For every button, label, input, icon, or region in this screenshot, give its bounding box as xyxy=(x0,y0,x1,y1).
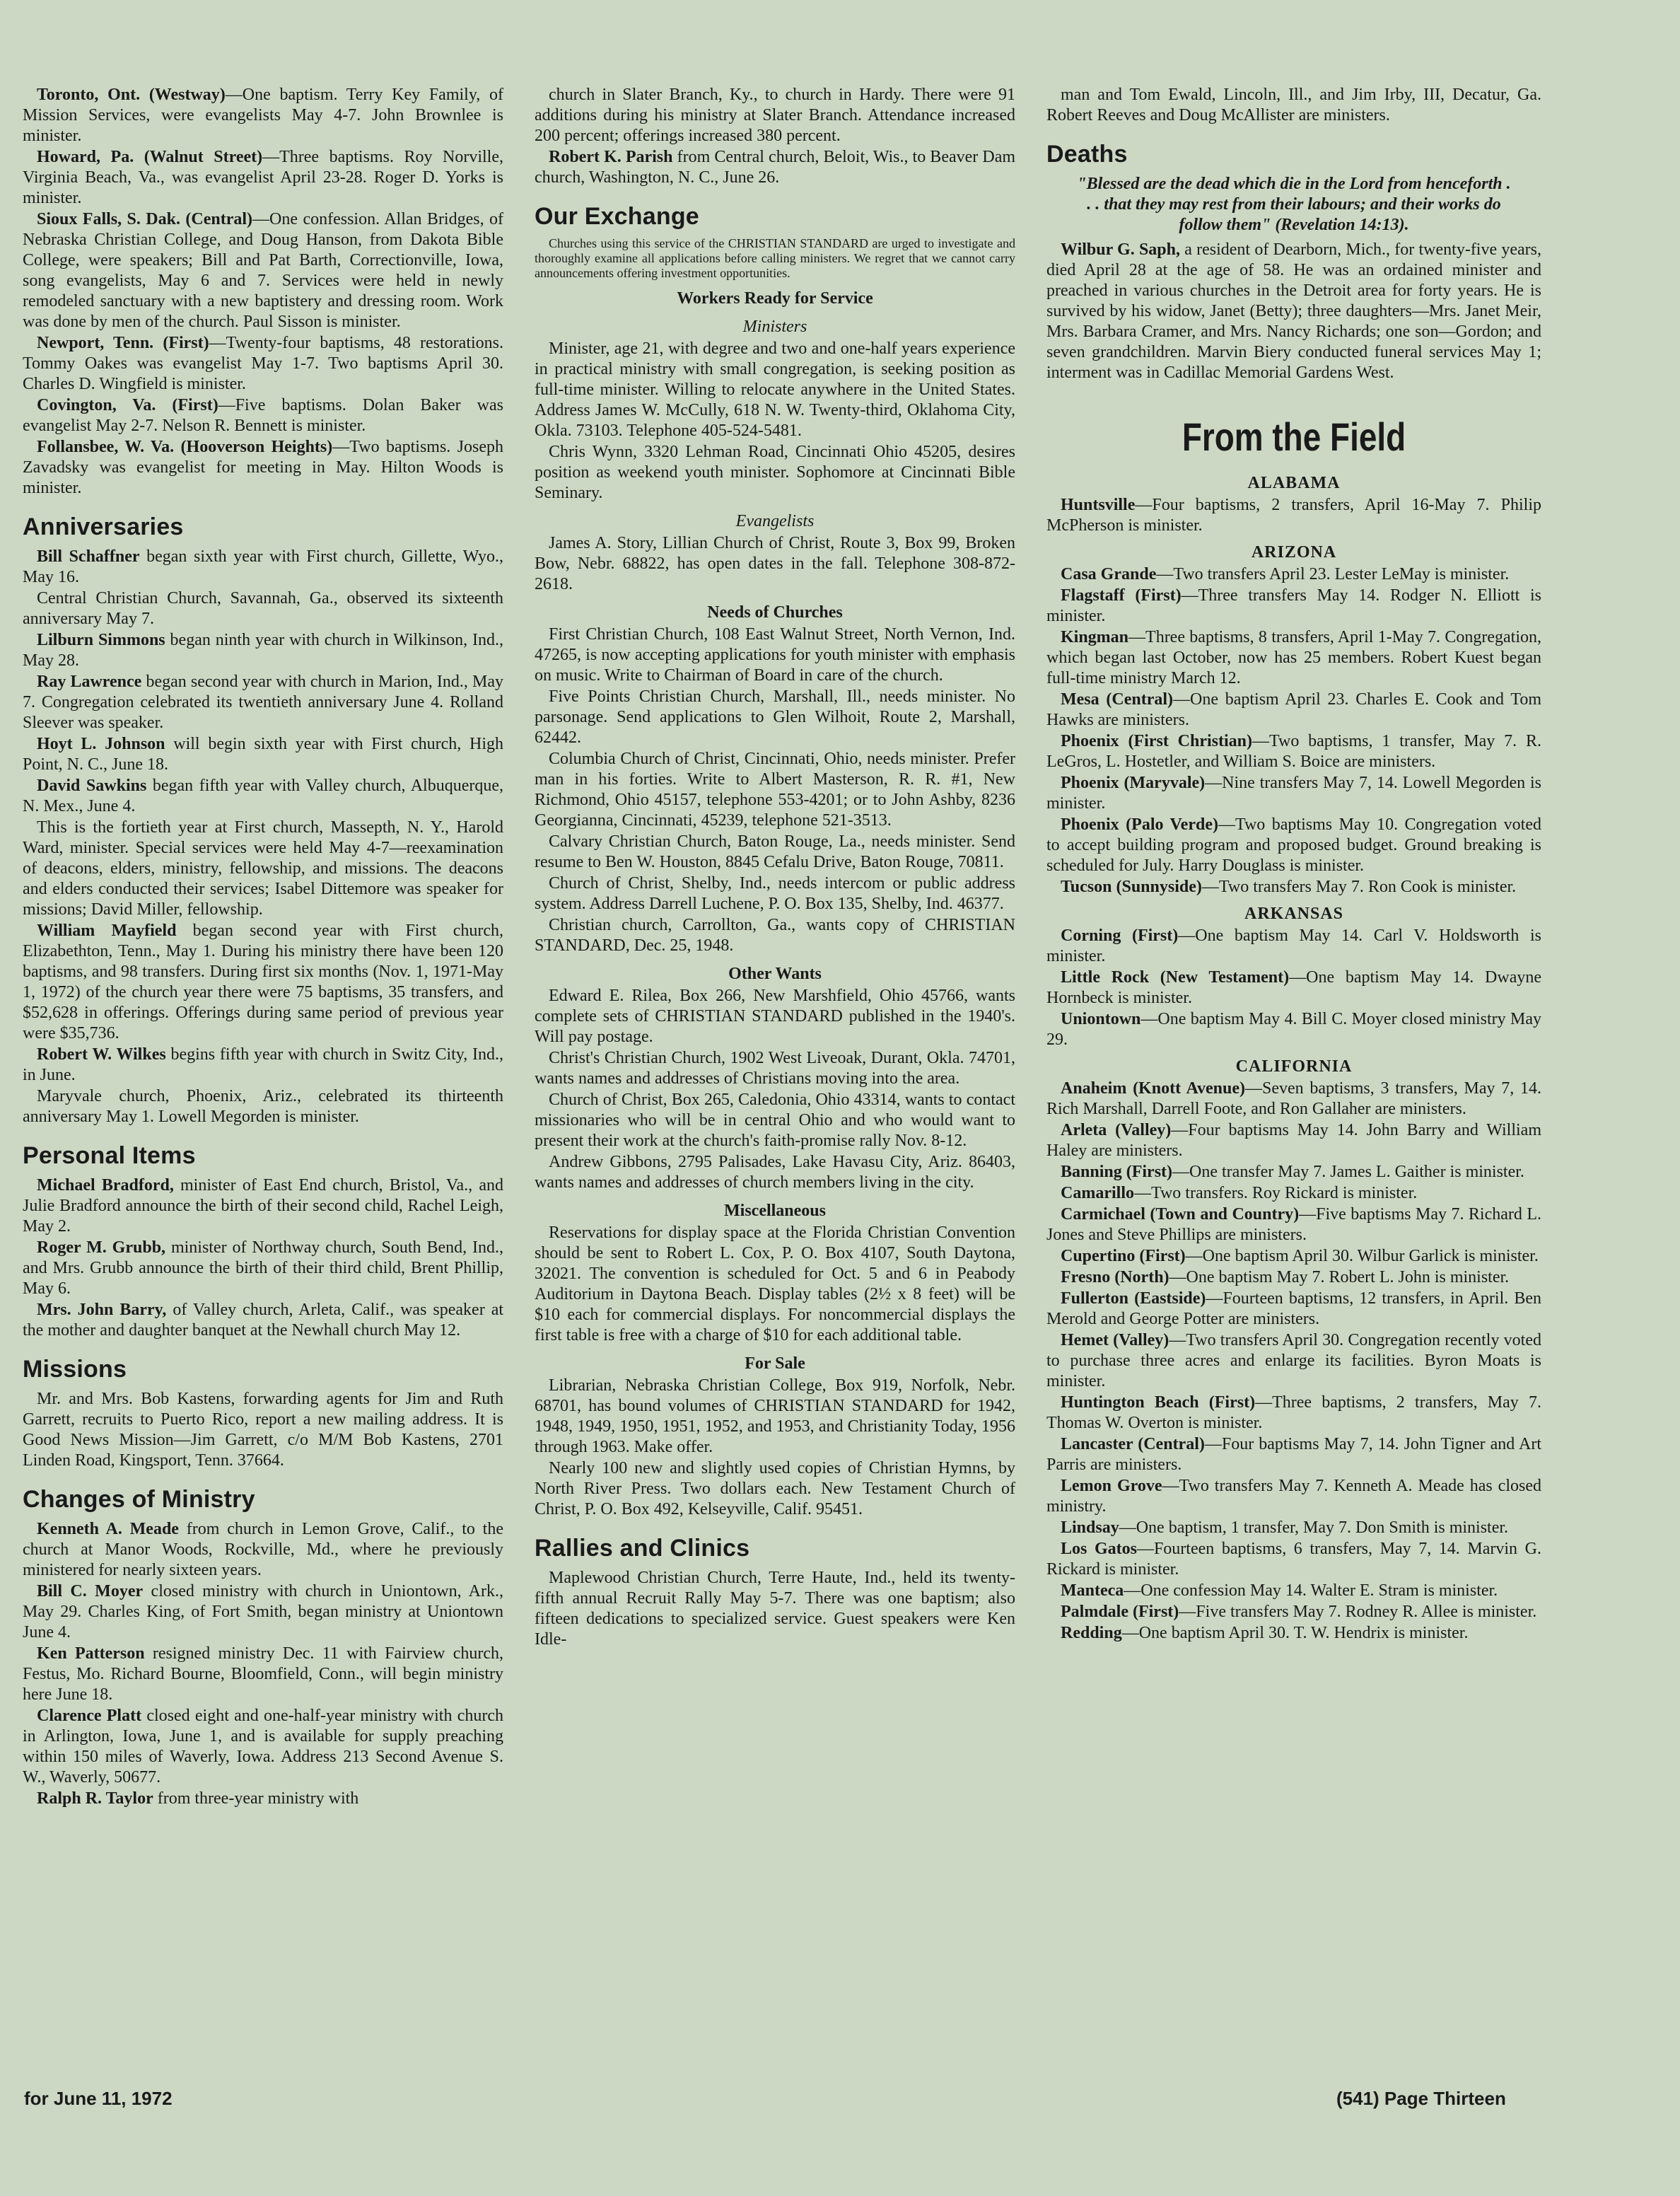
news-item xyxy=(23,395,503,436)
news-item xyxy=(1046,240,1541,383)
news-item xyxy=(1046,815,1541,876)
item-text: —One baptism May 4. Bill C. Moyer closed ministry May 29. xyxy=(1046,1010,1541,1049)
item-lead: William Mayfield xyxy=(37,922,177,940)
item-lead: Lemon Grove xyxy=(1061,1477,1162,1495)
news-item xyxy=(535,1568,1015,1650)
item-text: began sixth year with First church, Gillette, Wyo., May 16. xyxy=(23,547,504,586)
item-text: —Two baptisms May 10. Congregation voted to accept building program and proposed budget. Ground breaking is scheduled for July. Harry Douglass is minister. xyxy=(1046,815,1541,875)
news-item xyxy=(1046,85,1541,126)
news-item xyxy=(535,339,1015,441)
item-lead: Lancaster (Central) xyxy=(1061,1435,1205,1453)
item-lead: Howard, Pa. (Walnut Street) xyxy=(37,148,263,166)
item-lead: Anaheim (Knott Avenue) xyxy=(1061,1079,1246,1098)
item-lead: Wilbur G. Saph, xyxy=(1061,240,1180,259)
item-text: First Christian Church, 108 East Walnut Street, North Vernon, Ind. 47265, is now accepting applications for youth minister with emphasis on music. Write to Chairman of Board in care of the church. xyxy=(535,625,1015,685)
news-item xyxy=(535,1048,1015,1089)
news-item xyxy=(1046,1476,1541,1517)
news-item xyxy=(23,1789,503,1809)
item-text: —Fourteen baptisms, 12 transfers, in April. Ben Merold and George Potter are ministers. xyxy=(1046,1289,1541,1328)
news-item xyxy=(23,588,503,629)
column-middle xyxy=(535,85,1015,1651)
item-text: Edward E. Rilea, Box 266, New Marshfield, Ohio 45766, wants complete sets of CHRISTIAN STANDARD published in the 1940's. Will pay postage. xyxy=(535,987,1015,1046)
item-text: —Three baptisms, 8 transfers, April 1-May 7. Congregation, which began last October, now has 25 members. Robert Kuest began full-time ministry March 12. xyxy=(1046,628,1541,687)
news-item xyxy=(23,209,503,332)
item-text: —Nine transfers May 7, 14. Lowell Megorden is minister. xyxy=(1046,774,1541,813)
item-text: Christian church, Carrollton, Ga., wants copy of CHRISTIAN STANDARD, Dec. 25, 1948. xyxy=(535,916,1015,955)
state-heading: ALABAMA xyxy=(1247,474,1341,492)
item-lead: Kenneth A. Meade xyxy=(37,1520,179,1538)
item-text: —One baptism April 30. Wilbur Garlick is minister. xyxy=(1185,1247,1539,1265)
news-item xyxy=(1046,1246,1541,1267)
item-lead: Follansbee, W. Va. (Hooverson Heights) xyxy=(37,438,333,456)
news-item xyxy=(1046,1539,1541,1580)
news-item xyxy=(1046,1393,1541,1434)
item-text: —One baptism. Terry Key Family, of Mission Services, were evangelists May 4-7. John Brownlee is minister. xyxy=(23,86,503,145)
item-lead: Fresno (North) xyxy=(1061,1268,1169,1286)
item-text: Reservations for display space at the Florida Christian Convention should be sent to Robert L. Cox, P. O. Box 4107, South Daytona, 32021. The convention is scheduled for Oct. 5 and 6 in Peabody Auditorium in Daytona Beach. Display tables (2½ x 8 feet) will be $10 each for commercial displays. For noncommercial displays the first table is free with a charge of $10 for each additional table. xyxy=(535,1224,1015,1344)
item-text: Librarian, Nebraska Christian College, Box 919, Norfolk, Nebr. 68701, has bound volumes of CHRISTIAN STANDARD for 1942, 1948, 1949, 1950, 1951, 1952, and 1953, and Christianity Today, 1956 through 1963. Make offer. xyxy=(535,1376,1015,1456)
news-item xyxy=(23,921,503,1044)
news-item xyxy=(1046,1289,1541,1330)
item-text: began second year with First church, Elizabethton, Tenn., May 1. During his ministry there have been 120 baptisms, and 98 transfers. During first six months (Nov. 1, 1971-May 1, 1972) of the church year there were 75 baptisms, 35 transfers, and $52,628 in offerings. Offerings during same period of previous year were $35,736. xyxy=(23,922,503,1042)
item-lead: Lilburn Simmons xyxy=(37,631,165,649)
item-lead: Little Rock (New Testament) xyxy=(1061,968,1290,987)
news-item xyxy=(1046,495,1541,536)
news-item xyxy=(23,630,503,671)
item-text: —Four baptisms, 2 transfers, April 16-May 7. Philip McPherson is minister. xyxy=(1046,496,1541,535)
item-text: —One baptism May 14. Carl V. Holdsworth is minister. xyxy=(1046,926,1541,965)
item-lead: Mrs. John Barry, xyxy=(37,1301,167,1319)
news-item xyxy=(1046,1079,1541,1120)
item-lead: Tucson (Sunnyside) xyxy=(1061,878,1202,896)
subsection-heading: For Sale xyxy=(745,1354,805,1373)
item-text: began second year with church in Marion, Ind., May 7. Congregation celebrated its twentieth anniversary June 4. Rolland Sleever was speaker. xyxy=(23,673,503,732)
item-text: —Four baptisms May 7, 14. John Tigner and Art Parris are ministers. xyxy=(1046,1435,1541,1474)
news-item xyxy=(23,1519,503,1581)
news-item xyxy=(535,442,1015,504)
item-lead: Flagstaff (First) xyxy=(1061,586,1182,605)
news-item xyxy=(1046,1623,1541,1644)
item-lead: Huntington Beach (First) xyxy=(1061,1393,1256,1412)
news-item xyxy=(1046,586,1541,627)
item-lead: Bill C. Moyer xyxy=(37,1582,144,1600)
item-lead: Michael Bradford, xyxy=(37,1176,174,1195)
news-item xyxy=(535,986,1015,1047)
item-text: a resident of Dearborn, Mich., for twenty-five years, died April 28 at the age of 58. He was an ordained minister and preached in various churches in the Detroit area for forty years. He is survived by his widow, Janet (Betty); three daughters—Mrs. Janet Meir, Mrs. Barbara Cramer, and Mrs. Nancy Richards; one son—Gordon; and seven grandchildren. Marvin Biery conducted funeral services May 1; interment was in Cadillac Memorial Gardens West. xyxy=(1046,240,1541,382)
item-lead: Bill Schaffner xyxy=(37,547,140,566)
news-item xyxy=(23,1086,503,1127)
news-item xyxy=(535,1376,1015,1458)
item-text: church in Slater Branch, Ky., to church in Hardy. There were 91 additions during his ministry at Slater Branch. Attendance increased 200 percent; offerings increased 380 percent. xyxy=(535,86,1015,145)
section-heading: Rallies and Clinics xyxy=(535,1535,750,1562)
item-text: —Twenty-four baptisms, 48 restorations. Tommy Oakes was evangelist May 1-7. Two baptisms April 30. Charles D. Wingfield is minister. xyxy=(23,334,503,393)
item-text: —Two baptisms, 1 transfer, May 7. R. LeGros, L. Hostetler, and William S. Boice are ministers. xyxy=(1046,732,1541,771)
item-text: Christ's Christian Church, 1902 West Liveoak, Durant, Okla. 74701, wants names and addresses of Christians moving into the area. xyxy=(535,1049,1015,1088)
item-lead: Hemet (Valley) xyxy=(1061,1331,1169,1349)
news-item xyxy=(23,1300,503,1341)
news-item xyxy=(23,818,503,920)
item-text: —Two baptisms. Joseph Zavadsky was evangelist for meeting in May. Hilton Woods is minister. xyxy=(23,438,503,497)
scripture-quote: "Blessed are the dead which die in the Lord from henceforth . . . that they may rest from their labours; and their works do follow them" (Revelation 14:13). xyxy=(1077,175,1511,234)
news-item xyxy=(1046,1267,1541,1288)
news-item xyxy=(1046,1183,1541,1204)
item-lead: David Sawkins xyxy=(37,777,147,795)
item-lead: Uniontown xyxy=(1061,1010,1141,1028)
news-item xyxy=(1046,1120,1541,1161)
footer-date: for June 11, 1972 xyxy=(24,2088,173,2109)
news-item xyxy=(1046,1518,1541,1538)
item-text: —One baptism May 14. Dwayne Hornbeck is minister. xyxy=(1046,968,1541,1007)
item-text: —Five baptisms May 7. Richard L. Jones and Steve Phillips are ministers. xyxy=(1046,1205,1541,1244)
item-text: —One baptism April 23. Charles E. Cook and Tom Hawks are ministers. xyxy=(1046,690,1542,729)
news-item xyxy=(1046,627,1541,689)
item-lead: Robert K. Parish xyxy=(549,148,673,166)
item-text: —One confession May 14. Walter E. Stram is minister. xyxy=(1124,1581,1498,1600)
item-text: —Three transfers May 14. Rodger N. Elliott is minister. xyxy=(1046,586,1541,625)
item-text: This is the fortieth year at First church, Massepth, N. Y., Harold Ward, minister. Special services were held May 4-7—reexamination of deacons, elders, ministry, fellowship, and missions. The deacons and elders conducted their services; Isabel Dittemore was speaker for missions; David Miller, fellowship. xyxy=(23,818,503,919)
news-item xyxy=(23,547,503,588)
news-item xyxy=(1046,877,1541,897)
item-text: —One baptism, 1 transfer, May 7. Don Smith is minister. xyxy=(1119,1518,1509,1537)
item-text: closed ministry with church in Uniontown, Ark., May 29. Charles King, of Fort Smith, began ministry at Uniontown June 4. xyxy=(23,1582,503,1642)
column-right xyxy=(1046,85,1541,1644)
item-lead: Ken Patterson xyxy=(37,1644,145,1663)
subsection-heading: Miscellaneous xyxy=(724,1202,826,1220)
item-lead: Clarence Platt xyxy=(37,1707,142,1725)
news-item xyxy=(1046,1204,1541,1245)
item-text: Maplewood Christian Church, Terre Haute, Ind., held its twenty-fifth annual Recruit Rally May 5-7. There was one baptism; also fifteen dedications to specialized service. Guest speakers were Ken Idle- xyxy=(535,1569,1015,1649)
item-text: closed eight and one-half-year ministry with church in Arlington, Iowa, June 1, and is available for supply preaching within 150 miles of Waverly, Iowa. Address 213 Second Avenue S. W., Waverly, 50677. xyxy=(23,1707,503,1787)
news-item xyxy=(1046,1581,1541,1601)
item-text: —Two transfers. Roy Rickard is minister. xyxy=(1133,1184,1418,1202)
subsection-heading: Needs of Churches xyxy=(707,603,843,622)
news-item xyxy=(535,832,1015,873)
state-heading: ARKANSAS xyxy=(1244,905,1344,923)
news-item xyxy=(535,749,1015,831)
item-lead: Fullerton (Eastside) xyxy=(1061,1289,1206,1308)
item-text: minister of East End church, Bristol, Va., and Julie Bradford announce the birth of their second child, Rachel Leigh, May 2. xyxy=(23,1176,503,1236)
item-lead: Ray Lawrence xyxy=(37,673,142,691)
item-text: Five Points Christian Church, Marshall, Ill., needs minister. No parsonage. Send applications to Glen Wilhoit, Route 2, Marshall, 62442. xyxy=(535,687,1015,747)
item-text: Andrew Gibbons, 2795 Palisades, Lake Havasu City, Ariz. 86403, wants names and addresses of church members living in the city. xyxy=(535,1153,1015,1192)
section-heading: Our Exchange xyxy=(535,203,699,230)
item-lead: Mesa (Central) xyxy=(1061,690,1174,709)
item-text: from church in Lemon Grove, Calif., to the church at Manor Woods, Rockville, Md., where he previously ministered for nearly sixteen years. xyxy=(23,1520,503,1579)
news-item xyxy=(23,1644,503,1705)
exchange-notice: Churches using this service of the CHRISTIAN STANDARD are urged to investigate and thoroughly examine all applications before calling ministers. We regret that we cannot carry announcements offering investment opportunities. xyxy=(535,236,1015,280)
news-item xyxy=(23,1706,503,1788)
item-lead: Phoenix (First Christian) xyxy=(1061,732,1252,750)
news-item xyxy=(1046,926,1541,967)
item-text: Chris Wynn, 3320 Lehman Road, Cincinnati Ohio 45205, desires position as weekend youth minister. Sophomore at Cincinnati Bible Seminary. xyxy=(535,443,1015,502)
item-text: Central Christian Church, Savannah, Ga., observed its sixteenth anniversary May 7. xyxy=(23,589,503,628)
news-item xyxy=(1046,731,1541,772)
item-text: man and Tom Ewald, Lincoln, Ill., and Jim Irby, III, Decatur, Ga. Robert Reeves and Doug McAllister are ministers. xyxy=(1046,86,1541,124)
item-text: —Fourteen baptisms, 6 transfers, May 7, 14. Marvin G. Rickard is minister. xyxy=(1046,1540,1541,1579)
news-item xyxy=(23,147,503,209)
news-item xyxy=(1046,1434,1541,1475)
item-lead: Toronto, Ont. (Westway) xyxy=(37,86,226,104)
item-lead: Robert W. Wilkes xyxy=(37,1045,166,1064)
news-item xyxy=(535,915,1015,956)
news-item xyxy=(23,1389,503,1471)
item-text: Minister, age 21, with degree and two and one-half years experience in practical ministry with small congregation, is seeking position as full-time minister. Willing to relocate anywhere in the United States. Address James W. McCully, 618 N. W. Twenty-third, Oklahoma City, Okla. 73103. Telephone 405-524-5481. xyxy=(535,339,1015,440)
item-text: —Two transfers May 7. Kenneth A. Meade has closed ministry. xyxy=(1046,1477,1541,1516)
news-item xyxy=(1046,690,1541,731)
item-lead: Roger M. Grubb, xyxy=(37,1238,166,1257)
item-text: —Five baptisms. Dolan Baker was evangelist May 2-7. Nelson R. Bennett is minister. xyxy=(23,396,503,435)
news-item xyxy=(1046,1009,1541,1050)
item-text: Maryvale church, Phoenix, Ariz., celebrated its thirteenth anniversary May 1. Lowell Megorden is minister. xyxy=(23,1087,503,1126)
item-text: begins fifth year with church in Switz City, Ind., in June. xyxy=(23,1045,504,1084)
item-lead: Phoenix (Maryvale) xyxy=(1061,774,1206,792)
item-lead: Redding xyxy=(1061,1624,1122,1642)
item-lead: Ralph R. Taylor xyxy=(37,1789,153,1808)
news-item xyxy=(23,85,503,146)
news-item xyxy=(535,533,1015,595)
news-item xyxy=(535,147,1015,188)
news-item xyxy=(23,734,503,775)
item-lead: Casa Grande xyxy=(1061,565,1157,583)
item-text: of Valley church, Arleta, Calif., was speaker at the mother and daughter banquet at the Newhall church May 12. xyxy=(23,1301,504,1340)
news-item xyxy=(1046,773,1541,814)
news-item xyxy=(535,1090,1015,1151)
news-item xyxy=(1046,1330,1541,1392)
item-text: —One baptism April 30. T. W. Hendrix is minister. xyxy=(1121,1624,1469,1642)
news-item xyxy=(535,1223,1015,1346)
item-text: minister of Northway church, South Bend, Ind., and Mrs. Grubb announce the birth of their third child, Brent Phillip, May 6. xyxy=(23,1238,504,1298)
news-item xyxy=(23,1175,503,1237)
from-the-field-title: From the Field xyxy=(1182,414,1406,459)
subsection-heading: Workers Ready for Service xyxy=(677,289,873,308)
footer-page-number: (541) Page Thirteen xyxy=(1336,2088,1506,2109)
news-item xyxy=(535,85,1015,146)
item-lead: Phoenix (Palo Verde) xyxy=(1061,815,1218,834)
state-heading: CALIFORNIA xyxy=(1235,1057,1353,1076)
item-text: —Three baptisms. Roy Norville, Virginia Beach, Va., was evangelist April 23-28. Roger D. Yorks is minister. xyxy=(23,148,503,207)
item-lead: Covington, Va. (First) xyxy=(37,396,218,414)
section-heading: Changes of Ministry xyxy=(23,1486,255,1513)
news-item xyxy=(1046,1602,1541,1622)
item-lead: Banning (First) xyxy=(1061,1163,1173,1181)
section-heading: Deaths xyxy=(1046,141,1128,168)
news-item xyxy=(23,1045,503,1086)
item-text: —One baptism May 7. Robert L. John is minister. xyxy=(1169,1268,1510,1286)
item-lead: Corning (First) xyxy=(1061,926,1179,945)
item-text: —Seven baptisms, 3 transfers, May 7, 14. Rich Marshall, Darrell Foote, and Ron Gallaher are ministers. xyxy=(1046,1079,1541,1118)
news-item xyxy=(23,776,503,817)
news-item xyxy=(535,624,1015,686)
item-lead: Manteca xyxy=(1061,1581,1124,1600)
news-item xyxy=(535,1152,1015,1193)
item-lead: Sioux Falls, S. Dak. (Central) xyxy=(37,210,253,228)
item-text: Calvary Christian Church, Baton Rouge, La., needs minister. Send resume to Ben W. Houston, 8845 Cefalu Drive, Baton Rouge, 70811. xyxy=(535,832,1015,871)
item-lead: Newport, Tenn. (First) xyxy=(37,334,209,352)
item-text: —Two transfers April 30. Congregation recently voted to purchase three acres and enlarge its facilities. Byron Moats is minister. xyxy=(1046,1331,1541,1390)
section-heading: Anniversaries xyxy=(23,513,184,540)
item-text: from Central church, Beloit, Wis., to Beaver Dam church, Washington, N. C., June 26. xyxy=(535,148,1016,187)
item-text: resigned ministry Dec. 11 with Fairview church, Festus, Mo. Richard Bourne, Bloomfield, Conn., will begin ministry here June 18. xyxy=(23,1644,503,1704)
item-text: —Four baptisms May 14. John Barry and William Haley are ministers. xyxy=(1046,1121,1541,1160)
news-item xyxy=(23,333,503,395)
item-lead: Lindsay xyxy=(1061,1518,1119,1537)
column-left xyxy=(23,85,503,1810)
news-item xyxy=(1046,1162,1541,1183)
item-text: James A. Story, Lillian Church of Christ, Route 3, Box 99, Broken Bow, Nebr. 68822, has open dates in the fall. Telephone 308-872-2618. xyxy=(535,534,1015,593)
item-text: Columbia Church of Christ, Cincinnati, Ohio, needs minister. Prefer man in his forties. Write to Albert Masterson, R. R. #1, New Richmond, Ohio 45157, telephone 553-4201; or to John Ashby, 8236 Georgianna, Cincinnati, 45239, telephone 521-3513. xyxy=(535,750,1015,830)
item-lead: Carmichael (Town and Country) xyxy=(1061,1205,1300,1224)
item-text: —Three baptisms, 2 transfers, May 7. Thomas W. Overton is minister. xyxy=(1046,1393,1541,1432)
item-text: began ninth year with church in Wilkinson, Ind., May 28. xyxy=(23,631,503,670)
item-lead: Huntsville xyxy=(1061,496,1136,514)
item-lead: Kingman xyxy=(1061,628,1129,646)
news-item xyxy=(23,1238,503,1299)
news-item xyxy=(1046,968,1541,1009)
item-text: Church of Christ, Shelby, Ind., needs intercom or public address system. Address Darrell Luchene, P. O. Box 135, Shelby, Ind. 46377. xyxy=(535,874,1015,913)
item-text: —Two transfers April 23. Lester LeMay is minister. xyxy=(1156,565,1510,583)
news-item xyxy=(535,687,1015,748)
item-lead: Camarillo xyxy=(1061,1184,1134,1202)
state-heading: ARIZONA xyxy=(1251,543,1337,562)
category-heading: Ministers xyxy=(742,318,807,336)
news-item xyxy=(535,873,1015,914)
news-item xyxy=(23,437,503,499)
item-text: —Two transfers May 7. Ron Cook is minister. xyxy=(1201,878,1517,896)
item-lead: Arleta (Valley) xyxy=(1061,1121,1172,1139)
section-heading: Missions xyxy=(23,1356,127,1383)
section-heading: Personal Items xyxy=(23,1142,196,1169)
item-text: began fifth year with Valley church, Albuquerque, N. Mex., June 4. xyxy=(23,777,503,815)
item-text: —Five transfers May 7. Rodney R. Allee is minister. xyxy=(1179,1603,1537,1621)
item-text: from three-year ministry with xyxy=(153,1789,359,1808)
item-lead: Cupertino (First) xyxy=(1061,1247,1186,1265)
item-text: —One transfer May 7. James L. Gaither is minister. xyxy=(1172,1163,1524,1181)
news-item xyxy=(23,1581,503,1643)
subsection-heading: Other Wants xyxy=(728,965,822,983)
category-heading: Evangelists xyxy=(735,512,815,530)
news-item xyxy=(1046,564,1541,585)
item-text: Mr. and Mrs. Bob Kastens, forwarding agents for Jim and Ruth Garrett, recruits to Puerto Rico, report a new mailing address. It is Good News Mission—Jim Garrett, c/o M/M Bob Kastens, 2701 Linden Road, Kingsport, Tenn. 37664. xyxy=(23,1390,503,1470)
item-lead: Palmdale (First) xyxy=(1061,1603,1179,1621)
news-item xyxy=(23,672,503,733)
item-text: Nearly 100 new and slightly used copies of Christian Hymns, by North River Press. Two dollars each. New Testament Church of Christ, P. O. Box 492, Kelseyville, Calif. 95451. xyxy=(535,1459,1015,1518)
news-item xyxy=(535,1458,1015,1520)
item-text: Church of Christ, Box 265, Caledonia, Ohio 43314, wants to contact missionaries who will be in central Ohio and who would want to present their work at the church's faith-promise rally Nov. 8-12. xyxy=(535,1091,1015,1150)
item-lead: Los Gatos xyxy=(1061,1540,1137,1558)
item-text: will begin sixth year with First church, High Point, N. C., June 18. xyxy=(23,735,504,774)
item-lead: Hoyt L. Johnson xyxy=(37,735,165,753)
item-text: —One confession. Allan Bridges, of Nebraska Christian College, and Doug Hanson, from Dakota Bible College, were speakers; Bill and Pat Barth, Correctionville, Iowa, song evangelists, May 6 and 7. Services were held in newly remodeled sanctuary with a new baptistery and dressing room. Work was done by men of the church. Paul Sisson is minister. xyxy=(23,210,504,331)
